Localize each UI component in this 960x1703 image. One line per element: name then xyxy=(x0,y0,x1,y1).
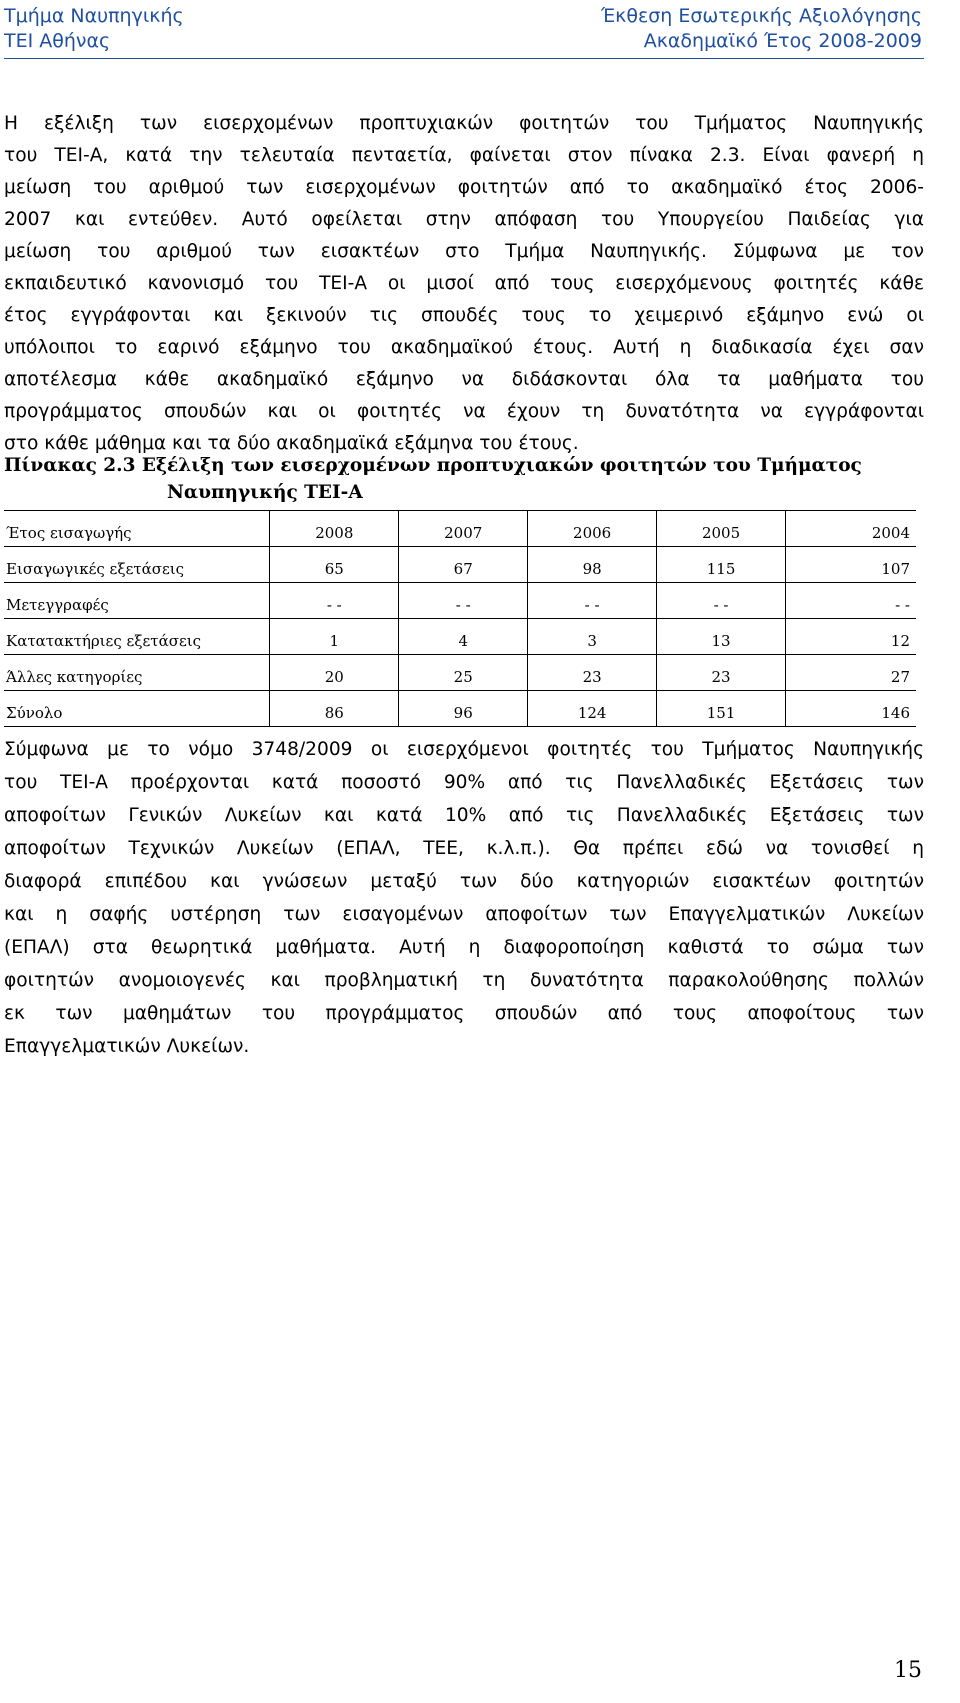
header-divider xyxy=(4,58,924,59)
table-header-cell: 2004 xyxy=(786,511,916,547)
table-cell: 3 xyxy=(528,619,657,655)
table-row xyxy=(4,655,916,691)
table-row xyxy=(4,547,916,583)
table-cell: 20 xyxy=(270,655,399,691)
paragraph-line: αποφοίτων Γενικών Λυκείων και κατά 10% από τις Πανελλαδικές Εξετάσεις των xyxy=(4,805,924,826)
table-row xyxy=(4,583,916,619)
table-cell: 65 xyxy=(270,547,399,583)
header-right xyxy=(601,4,922,54)
table-header-row xyxy=(4,511,916,547)
paragraph-line: έτος εγγράφονται και ξεκινούν τις σπουδές τους το χειμερινό εξάμηνο ενώ οι xyxy=(4,305,924,326)
table-row xyxy=(4,619,916,655)
paragraph-intro xyxy=(4,108,924,460)
paragraph-line: διαφορά επιπέδου και γνώσεων μεταξύ των δύο κατηγοριών εισακτέων φοιτητών xyxy=(4,871,924,892)
paragraph-line: φοιτητών ανομοιογενές και προβληματική τη δυνατότητα παρακολούθησης πολλών xyxy=(4,970,924,991)
header-department: Τμήμα Ναυπηγικής xyxy=(4,5,184,27)
table-cell: 124 xyxy=(528,691,657,727)
paragraph-line: Η εξέλιξη των εισερχομένων προπτυχιακών φοιτητών του Τμήματος Ναυπηγικής xyxy=(4,113,924,134)
table-cell: 25 xyxy=(399,655,528,691)
table-cell: 107 xyxy=(786,547,916,583)
paragraph-line: (ΕΠΑΛ) στα θεωρητικά μαθήματα. Αυτή η διαφοροποίηση καθιστά το σώμα των xyxy=(4,937,924,958)
table-cell: 13 xyxy=(657,619,786,655)
table-cell: - - xyxy=(270,583,399,619)
table-cell: Άλλες κατηγορίες xyxy=(4,655,270,691)
table-row-total xyxy=(4,691,916,727)
table-cell: Εισαγωγικές εξετάσεις xyxy=(4,547,270,583)
admissions-table xyxy=(4,510,916,727)
table-cell: - - xyxy=(657,583,786,619)
paragraph-line: 2007 και εντεύθεν. Αυτό οφείλεται στην απόφαση του Υπουργείου Παιδείας για xyxy=(4,209,924,230)
paragraph-line: εκπαιδευτικό κανονισμό του ΤΕΙ-Α οι μισοί από τους εισερχόμενους φοιτητές κάθε xyxy=(4,273,924,294)
table-cell: 23 xyxy=(528,655,657,691)
header-academic-year: Ακαδημαϊκό Έτος 2008-2009 xyxy=(643,30,922,52)
table-cell: 4 xyxy=(399,619,528,655)
table-cell: Μετεγγραφές xyxy=(4,583,270,619)
paragraph-line: του ΤΕΙ-Α, κατά την τελευταία πενταετία, φαίνεται στον πίνακα 2.3. Είναι φανερή η xyxy=(4,145,924,166)
header-report-title: Έκθεση Εσωτερικής Αξιολόγησης xyxy=(600,5,922,27)
table-header-cell: 2006 xyxy=(528,511,657,547)
table-cell: Σύνολο xyxy=(4,691,270,727)
paragraph-line: προγράμματος σπουδών και οι φοιτητές να έχουν τη δυνατότητα να εγγράφονται xyxy=(4,401,924,422)
paragraph-line: του ΤΕΙ-Α προέρχονται κατά ποσοστό 90% από τις Πανελλαδικές Εξετάσεις των xyxy=(4,772,924,793)
page-header xyxy=(0,0,960,60)
header-institution: ΤΕΙ Αθήνας xyxy=(4,30,111,52)
table-cell: 1 xyxy=(270,619,399,655)
table-cell: Κατατακτήριες εξετάσεις xyxy=(4,619,270,655)
table-cell: 146 xyxy=(786,691,916,727)
table-cell: 12 xyxy=(786,619,916,655)
paragraph-line: υπόλοιποι το εαρινό εξάμηνο του ακαδημαϊκού έτους. Αυτή η διαδικασία έχει σαν xyxy=(4,337,924,358)
table-header-cell: 2008 xyxy=(270,511,399,547)
table-cell: - - xyxy=(399,583,528,619)
paragraph-line: μείωση του αριθμού των εισακτέων στο Τμήμα Ναυπηγικής. Σύμφωνα με τον xyxy=(4,241,924,262)
table-caption-line1: Πίνακας 2.3 Εξέλιξη των εισερχομένων προπτυχιακών φοιτητών του Τμήματος xyxy=(4,455,862,476)
table-cell: - - xyxy=(786,583,916,619)
page-number: 15 xyxy=(894,1658,922,1683)
table-cell: - - xyxy=(528,583,657,619)
table-header-cell: Έτος εισαγωγής xyxy=(4,511,270,547)
table-cell: 115 xyxy=(657,547,786,583)
table-cell: 23 xyxy=(657,655,786,691)
table-header-cell: 2005 xyxy=(657,511,786,547)
table-caption-line2: Ναυπηγικής ΤΕΙ-Α xyxy=(167,482,363,503)
table-caption xyxy=(4,452,924,506)
paragraph-line: Σύμφωνα με το νόμο 3748/2009 οι εισερχόμενοι φοιτητές του Τμήματος Ναυπηγικής xyxy=(4,739,924,760)
table-header-cell: 2007 xyxy=(399,511,528,547)
paragraph-line: στο κάθε μάθημα και τα δύο ακαδημαϊκά εξάμηνα του έτους. xyxy=(4,433,579,454)
paragraph-line: εκ των μαθημάτων του προγράμματος σπουδών από τους αποφοίτους των xyxy=(4,1003,924,1024)
paragraph-line: και η σαφής υστέρηση των εισαγομένων αποφοίτων των Επαγγελματικών Λυκείων xyxy=(4,904,924,925)
paragraph-line: αποτέλεσμα κάθε ακαδημαϊκό εξάμηνο να διδάσκονται όλα τα μαθήματα του xyxy=(4,369,924,390)
paragraph-line: αποφοίτων Τεχνικών Λυκείων (ΕΠΑΛ, ΤΕΕ, κ.λ.π.). Θα πρέπει εδώ να τονισθεί η xyxy=(4,838,924,859)
paragraph-law xyxy=(4,733,924,1063)
paragraph-line: μείωση του αριθμού των εισερχομένων φοιτητών από το ακαδημαϊκό έτος 2006- xyxy=(4,177,924,198)
table-cell: 67 xyxy=(399,547,528,583)
paragraph-line: Επαγγελματικών Λυκείων. xyxy=(4,1036,250,1057)
table-cell: 151 xyxy=(657,691,786,727)
table-cell: 86 xyxy=(270,691,399,727)
table-cell: 27 xyxy=(786,655,916,691)
header-left xyxy=(4,4,184,54)
table-cell: 98 xyxy=(528,547,657,583)
table-cell: 96 xyxy=(399,691,528,727)
